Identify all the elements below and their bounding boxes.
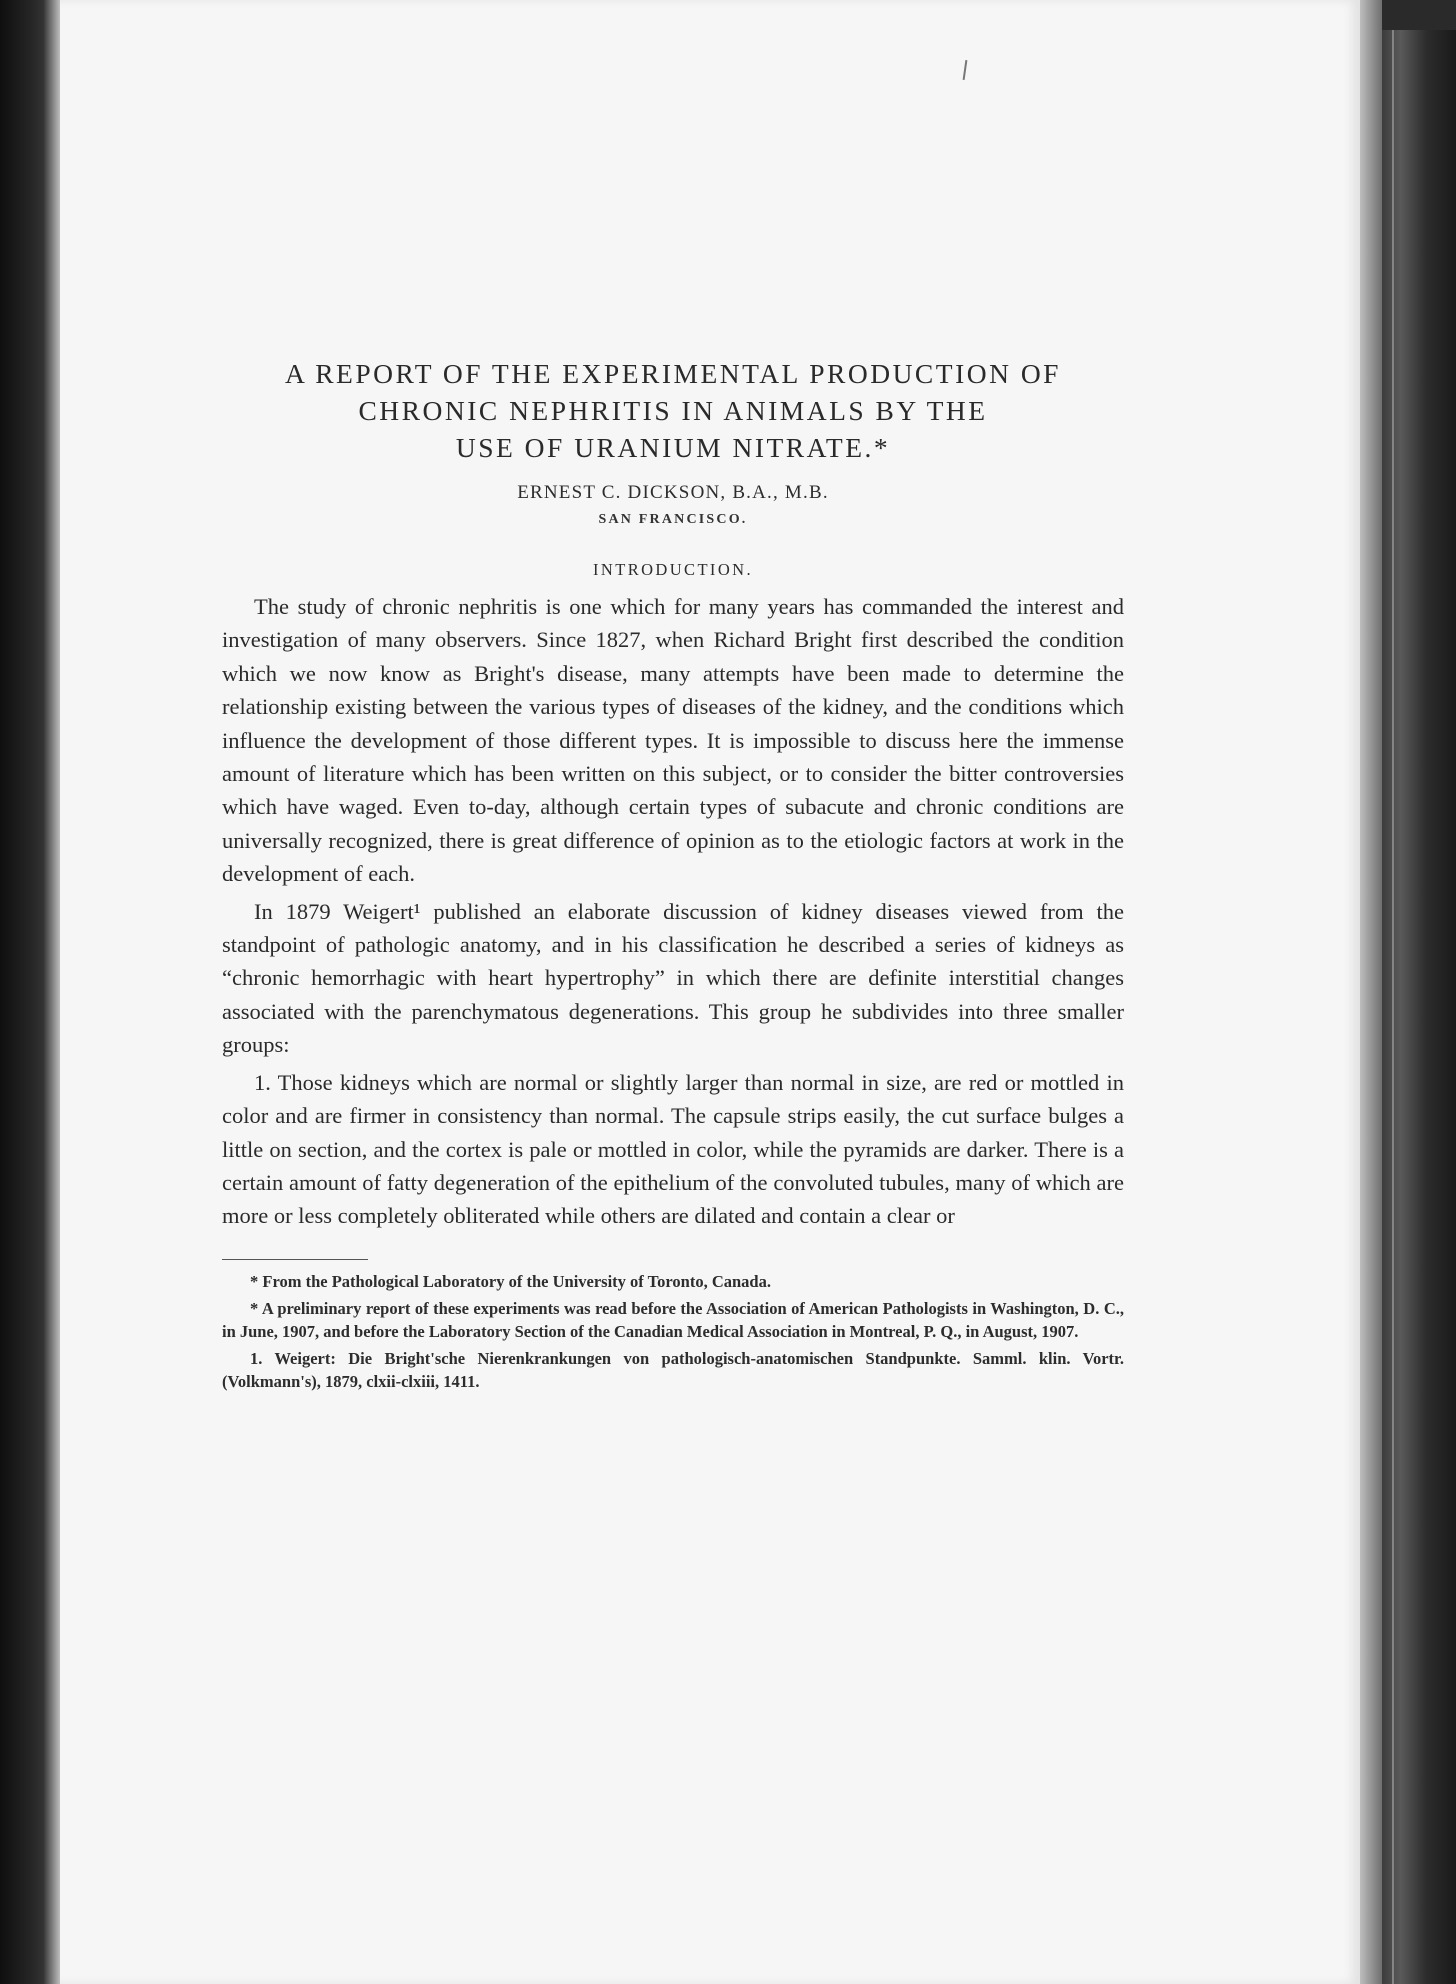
title-line: CHRONIC NEPHRITIS IN ANIMALS BY THE [358, 395, 988, 426]
book-cover-line [1392, 30, 1394, 1984]
article-title [222, 355, 1124, 466]
page-right-edge [1360, 0, 1382, 1984]
paragraph: In 1879 Weigert¹ published an elaborate discussion of kidney diseases viewed from the standpoint of pathologic anatomy, and in his classification he described a series of kidneys as “chronic hemorrhagic with heart hypertrophy” in which there are definite interstitial changes associated with the parenchymatous degenerations. This group he subdivides into three smaller groups: [222, 898, 1124, 1058]
paragraph: 1. Those kidneys which are normal or slightly larger than normal in size, are red or mottled in color and are firmer in consistency than normal. The capsule strips easily, the cut surface bulges a little on section, and the cortex is pale or mottled in color, while the pyramids are darker. There is a certain amount of fatty degeneration of the epithelium of the convoluted tubules, many of which are more or less completely obliterated while others are dilated and contain a clear or [222, 1069, 1124, 1229]
footnote: * From the Pathological Laboratory of the University of Toronto, Canada. [250, 1271, 771, 1291]
footnote: 1. Weigert: Die Bright'sche Nierenkrankungen von pathologisch-anatomischen Standpunkte. Samml. klin. Vortr. (Volkmann's), 1879, clxii-clxiii, 1411. [222, 1348, 1124, 1391]
author-line: ERNEST C. DICKSON, B.A., M.B. [517, 482, 829, 503]
article-body [222, 590, 1124, 1233]
author-location: SAN FRANCISCO. [598, 512, 748, 527]
title-line: A REPORT OF THE EXPERIMENTAL PRODUCTION OF [285, 358, 1061, 389]
title-line: USE OF URANIUM NITRATE.* [455, 432, 891, 463]
article [222, 355, 1124, 1397]
paragraph: The study of chronic nephritis is one which for many years has commanded the interest and investigation of many observers. Since 1827, when Richard Bright first described the condition which we now know as Bright's disease, many attempts have been made to determine the relationship existing between the various types of diseases of the kidney, and the conditions which influence the development of those different types. It is impossible to discuss here the immense amount of literature which has been written on this subject, or to consider the bitter controversies which have waged. Even to-day, although certain types of subacute and chronic conditions are universally recognized, there is great difference of opinion as to the etiologic factors at work in the development of each. [222, 594, 1124, 887]
section-heading: INTRODUCTION. [593, 560, 753, 579]
footnotes [222, 1270, 1124, 1393]
footnote-divider [222, 1259, 368, 1260]
footnote: * A preliminary report of these experiments was read before the Association of American Pathologists in Washington, D. C., in June, 1907, and before the Laboratory Section of the Canadian Medical Association in Montreal, P. Q., in August, 1907. [222, 1298, 1124, 1341]
